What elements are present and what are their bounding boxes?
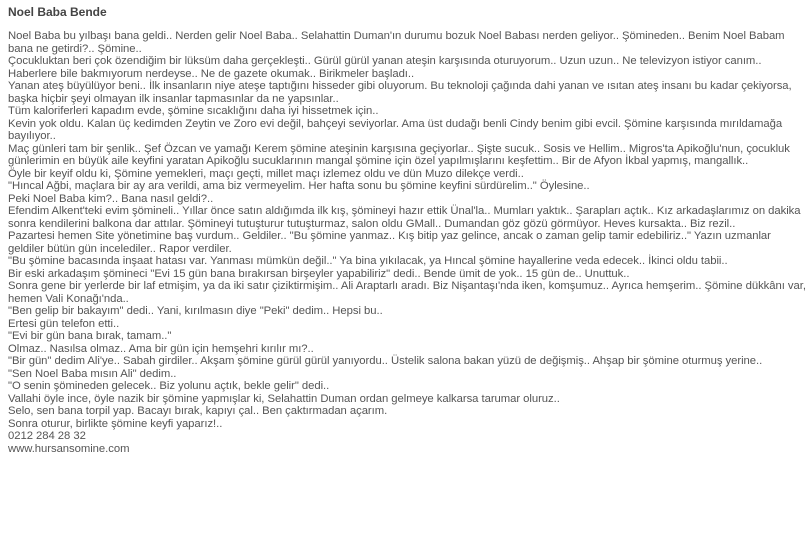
article-line: Selo, sen bana torpil yap. Bacayı bırak, kapıyı çal.. Ben çaktırmadan açarım. bbox=[8, 405, 388, 417]
article-line: Olmaz.. Nasılsa olmaz.. Ama bir gün için hemşehri kırılır mı?.. bbox=[8, 342, 314, 355]
article-line: Sonra gene bir yerlerde bir laf etmişim, ya da iki satır çiziktirmişim.. Ali Araptarlı aradı. Biz Nişantaşı'nda iken, komşumuz.. Ayrıca hemşerim.. Şömine dükkânı var, hemen Vali Konağı'nda.. bbox=[8, 280, 806, 305]
article-line: "Bir gün" dedim Ali'ye.. Sabah girdiler.. Akşam şömine gürül gürül yanıyordu.. Üstelik salona bakan yüzü de değişmiş.. Ahşap bir şömine oturmuş yerine.. bbox=[8, 355, 763, 367]
phone-number: 0212 284 28 32 bbox=[8, 430, 86, 442]
article-title: Noel Baba Bende bbox=[8, 5, 107, 19]
article-line: Tüm kaloriferleri kapadım evde, şömine sıcaklığını daha iyi hissetmek için.. bbox=[8, 105, 379, 117]
article-line: Pazartesi hemen Site yönetimine baş vurdum.. Geldiler.. "Bu şömine yanmaz.. Kış bitip yaz gelince, ancak o zaman gelip tamir edebiliriz.." Yazın uzmanlar geldiler bütün gün incelediler.. Rapor verdiler. bbox=[8, 230, 771, 255]
article-line: Maç günleri tam bir şenlik.. Şef Özcan ve yamağı Kerem şömine ateşinin karşısına geçiyorlar.. Şişte sucuk.. Sosis ve Hellim.. Migros'ta Apikoğlu'nun, çocukluk günlerimin en büyük aile keyfini yaratan Apikoğlu sucuklarının mangal şömine için özel yapılmışlarını keşfettim.. Bir de Afyon İkbal yapmış, mangallık.. bbox=[8, 142, 790, 167]
article-line: Ertesi gün telefon etti.. bbox=[8, 317, 120, 330]
website-url: www.hursansomine.com bbox=[8, 442, 130, 455]
article-line: "Ben gelip bir bakayım" dedi.. Yani, kırılmasın diye "Peki" dedim.. Hepsi bu.. bbox=[8, 305, 383, 317]
article-line: Peki Noel Baba kim?.. Bana nasıl geldi?.. bbox=[8, 192, 214, 205]
article-line: "O senin şömineden gelecek.. Biz yolunu açtık, bekle gelir" dedi.. bbox=[8, 380, 330, 392]
article-body bbox=[8, 30, 807, 455]
article-line: Yanan ateş büyülüyor beni.. İlk insanların niye ateşe taptığını hisseder gibi oluyorum. Bu teknoloji çağında dahi yanan ve ısıtan ateş insanı bu kadar çekiyorsa, başka hiçbir şeyi olmayan ilk insanlar tapmasınlar da ne yapsınlar.. bbox=[8, 80, 792, 105]
article-line: "Bu şömine bacasında inşaat hatası var. Yanması mümkün değil.." Ya bina yıkılacak, ya Hıncal şömine hayallerine veda edecek.. İkinci oldu tabii.. bbox=[8, 255, 728, 267]
article-line: "Hıncal Ağbi, maçlara bir ay ara verildi, ama biz vermeyelim. Her hafta sonu bu şömine keyfini sürdürelim.." Öylesine.. bbox=[8, 180, 590, 192]
article-line: Efendim Alkent'teki evim şömineli.. Yıllar önce satın aldığımda ilk kış, şömineyi hazır ettik Ünal'la.. Mumları yaktık.. Şarapları açtık.. Kız arkadaşlarımız on dakika sonra kendilerini balkona dar attılar. Şömineyi tutuşturur tutuşturmaz, salon oldu GMall.. Dumandan göz gözü görmüyor. Heves kursakta.. Biz rezil.. bbox=[8, 205, 801, 230]
article-line: Sonra oturur, birlikte şömine keyfi yaparız!.. bbox=[8, 417, 223, 430]
article-line: "Sen Noel Baba mısın Ali" dedim.. bbox=[8, 367, 177, 380]
article-line: Noel Baba bu yılbaşı bana geldi.. Nerden gelir Noel Baba.. Selahattin Duman'ın durumu bozuk Noel Babası nerden geliyor.. Şömineden.. Benim Noel Babam bana ne getirdi?.. Şömine.. bbox=[8, 30, 785, 55]
article-line: Kevin yok oldu. Kalan üç kedimden Zeytin ve Zoro evi değil, bahçeyi seviyorlar. Ama üst dudağı benli Cindy benim gibi evcil. Şömine karşısında mırıldamağa bayılıyor.. bbox=[8, 117, 783, 142]
article-line: Öyle bir keyif oldu ki, Şömine yemekleri, maçı geçti, millet maçı izlemez oldu ve dün Muzo dilekçe verdi.. bbox=[8, 167, 524, 180]
article-line: Vallahi öyle ince, öyle nazik bir şömine yapmışlar ki, Selahattin Duman ordan gelmeye kalkarsa tarumar oluruz.. bbox=[8, 392, 560, 405]
article-line: Bir eski arkadaşım şömineci "Evi 15 gün bana bırakırsan birşeyler yapabiliriz" dedi.. Bende ümit de yok.. 15 gün de.. Unuttuk.. bbox=[8, 267, 630, 280]
article-line: Çocukluktan beri çok özendiğim bir lüksüm daha gerçekleşti.. Gürül gürül yanan ateşin karşısında oturuyorum.. Uzun uzun.. Ne televizyon istiyor canım.. Haberlere bile bakmıyorum nerdeyse.. Ne de gazete okumak.. Birikmeler başladı.. bbox=[8, 55, 762, 80]
article-line: "Evi bir gün bana bırak, tamam.." bbox=[8, 330, 172, 342]
